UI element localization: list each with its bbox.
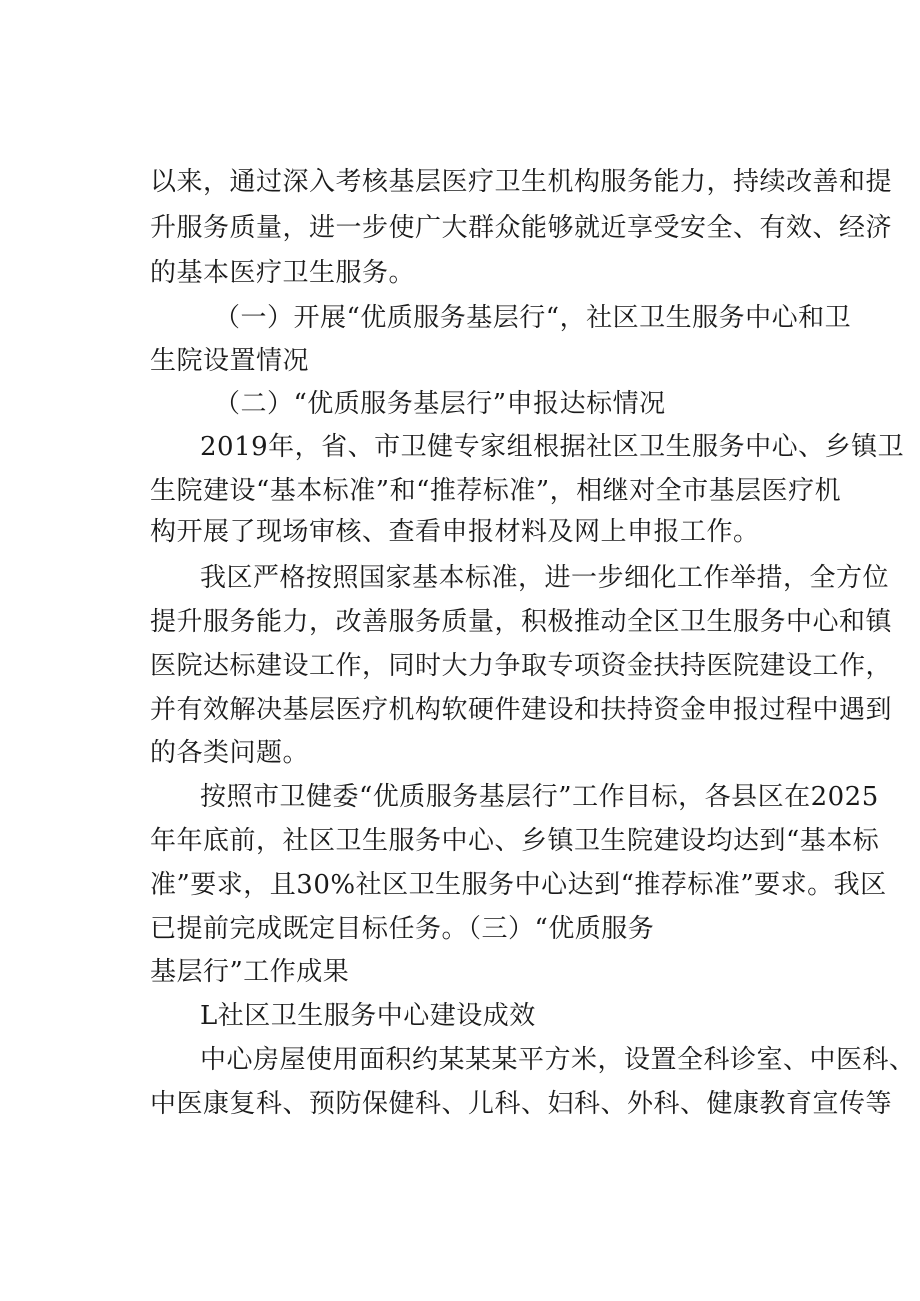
section-heading-1-line-2: 生院设置情况 [150, 346, 310, 376]
section-heading-3-line-2: 基层行”工作成果 [150, 957, 350, 987]
paragraph-1-line-2: 升服务质量，进一步使广大群众能够就近享受安全、有效、经济 [150, 213, 893, 243]
section-heading-1-line-1: （一）开展“优质服务基层行“，社区卫生服务中心和卫 [214, 303, 852, 333]
subsection-heading-1: L社区卫生服务中心建设成效 [200, 1001, 536, 1031]
paragraph-4-line-4: 已提前完成既定目标任务。（三）“优质服务 [150, 914, 655, 944]
paragraph-2-line-1: 2019年，省、市卫健专家组根据社区卫生服务中心、乡镇卫 [200, 432, 905, 462]
section-heading-2: （二）“优质服务基层行”申报达标情况 [214, 389, 666, 419]
paragraph-2-line-2: 生院建设“基本标准”和“推荐标准”，相继对全市基层医疗机 [150, 476, 842, 506]
paragraph-2-line-3: 构开展了现场审核、查看申报材料及网上申报工作。 [150, 517, 760, 547]
paragraph-3-line-3: 医院达标建设工作，同时大力争取专项资金扶持医院建设工作， [150, 651, 893, 681]
paragraph-4-line-3: 准”要求，且30%社区卫生服务中心达到“推荐标准”要求。我区 [150, 870, 887, 900]
paragraph-5-line-1: 中心房屋使用面积约某某某平方米，设置全科诊室、中医科、 [200, 1045, 916, 1075]
paragraph-1-line-3: 的基本医疗卫生服务。 [150, 258, 416, 288]
paragraph-4-line-1: 按照市卫健委“优质服务基层行”工作目标，各县区在2025 [200, 782, 879, 812]
paragraph-3-line-1: 我区严格按照国家基本标准，进一步细化工作举措，全方位 [200, 563, 890, 593]
paragraph-1-line-1: 以来，通过深入考核基层医疗卫生机构服务能力，持续改善和提 [150, 167, 893, 197]
paragraph-3-line-5: 的各类问题。 [150, 738, 310, 768]
paragraph-5-line-2: 中医康复科、预防保健科、儿科、妇科、外科、健康教育宣传等 [150, 1089, 893, 1119]
paragraph-3-line-4: 并有效解决基层医疗机构软硬件建设和扶持资金申报过程中遇到 [150, 695, 893, 725]
paragraph-3-line-2: 提升服务能力，改善服务质量，积极推动全区卫生服务中心和镇 [150, 607, 893, 637]
paragraph-4-line-2: 年年底前，社区卫生服务中心、乡镇卫生院建设均达到“基本标 [150, 826, 880, 856]
